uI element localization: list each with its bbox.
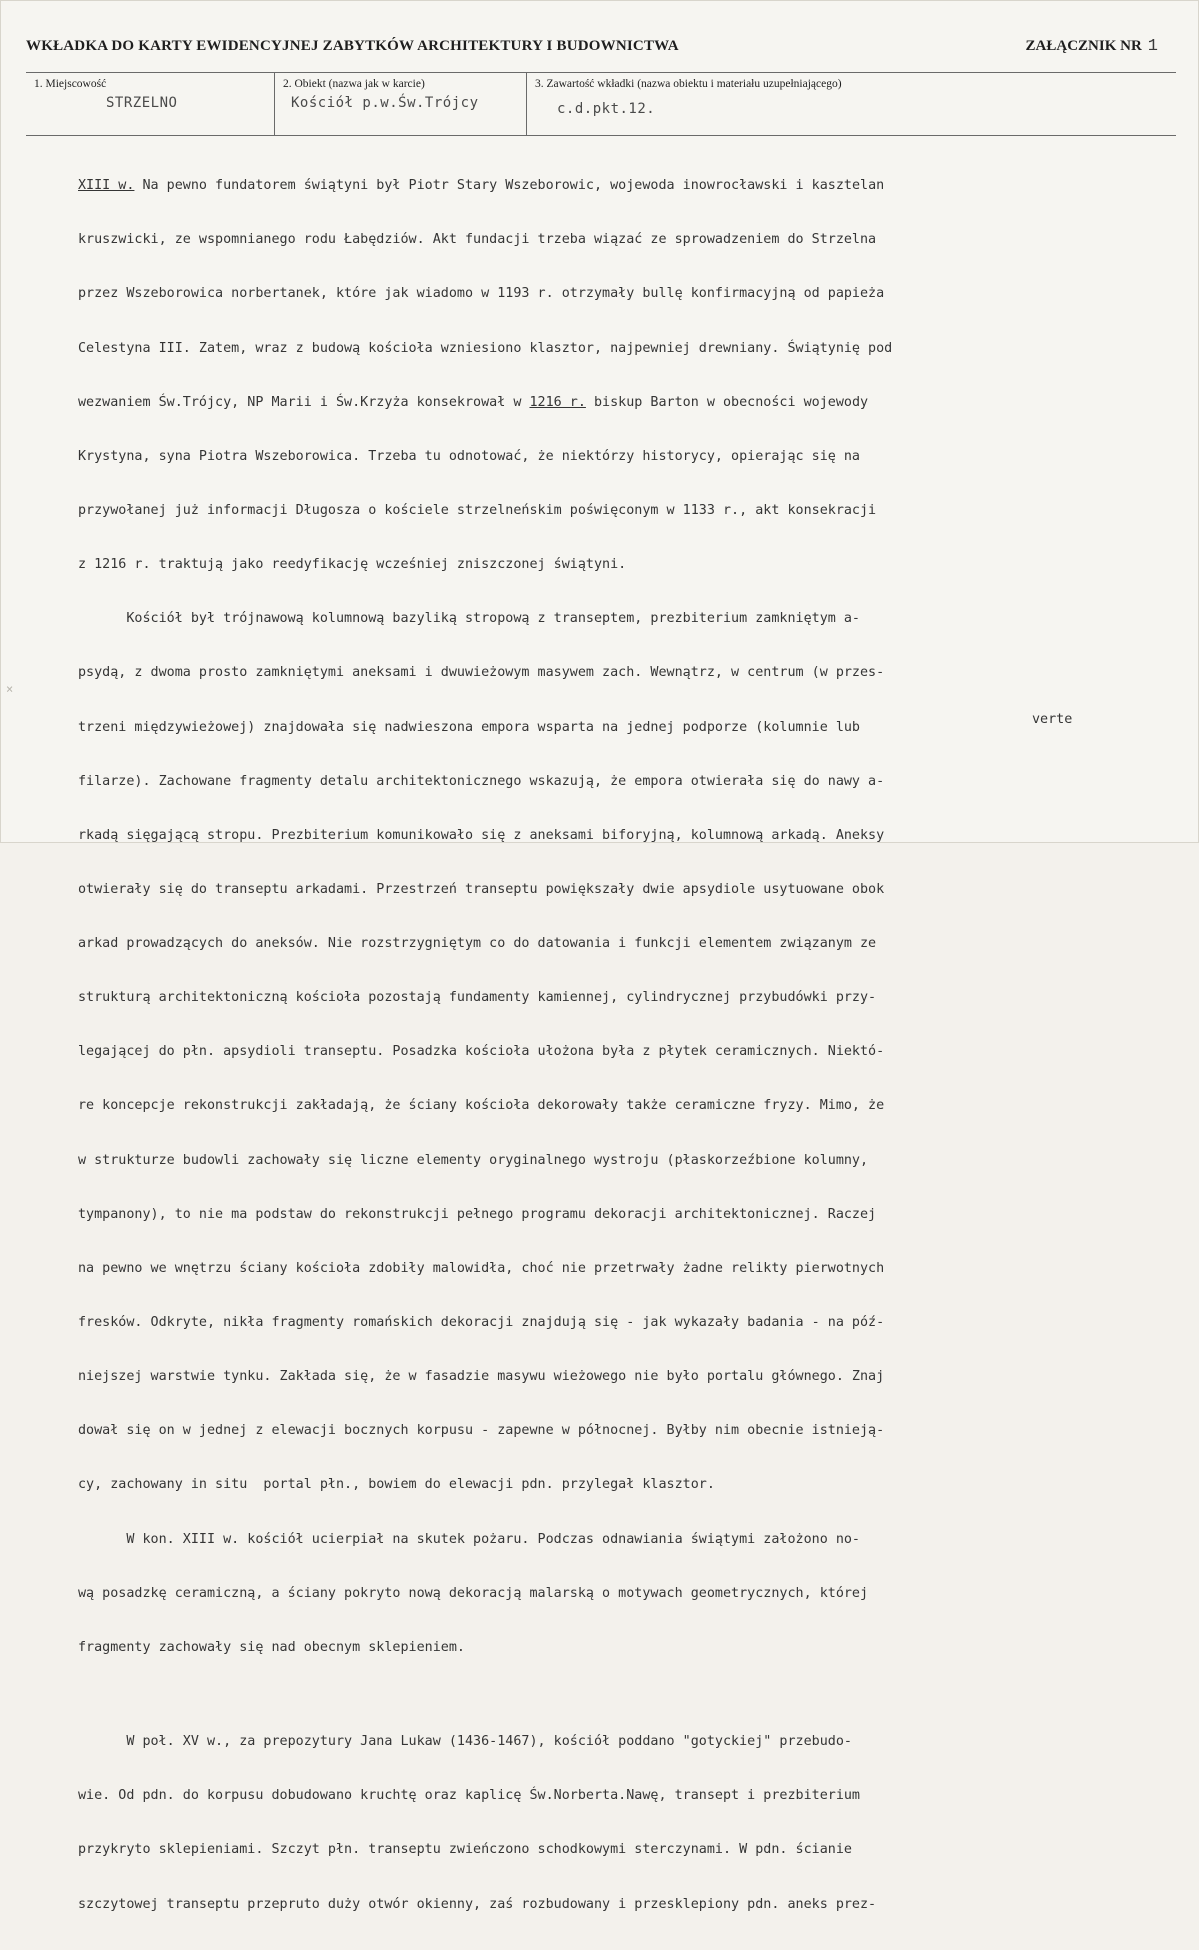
- attachment-number: 1: [1147, 37, 1158, 56]
- text-line: przywołanej już informacji Długosza o kościele strzelneńskim poświęconym w 1133 r., akt konsekracji: [78, 502, 877, 518]
- text-line: na pewno we wnętrzu ściany kościoła zdobiły malowidła, choć nie przetrwały żadne relikty pierwotnych: [78, 1260, 885, 1276]
- attachment-label: [1026, 37, 1158, 56]
- text-line: filarze). Zachowane fragmenty detalu architektonicznego wskazują, że empora otwierała się do nawy a-: [78, 773, 885, 789]
- text-line: fragmenty zachowały się nad obecnym sklepieniem.: [78, 1639, 465, 1655]
- text-line: psydą, z dwoma prosto zamkniętymi aneksami i dwuwieżowym masywem zach. Wewnątrz, w centrum (w przes-: [78, 665, 885, 681]
- text-segment: Na pewno fundatorem świątyni był Piotr Stary Wszeborowic, wojewoda inowrocławski i kasztelan: [134, 178, 885, 194]
- text-line: re koncepcje rekonstrukcji zakładają, że ściany kościoła dekorowały także ceramiczne fryzy. Mimo, że: [78, 1098, 885, 1114]
- field-contents-value: c.d.pkt.12.: [557, 101, 656, 117]
- margin-mark-icon: ×: [6, 682, 14, 696]
- text-line: cy, zachowany in situ portal płn., bowiem do elewacji pdn. przylegał klasztor.: [78, 1477, 715, 1493]
- text-line: W kon. XIII w. kościół ucierpiał na skutek pożaru. Podczas odnawiania świątymi założono no-: [78, 1531, 860, 1547]
- text-line: fresków. Odkryte, nikła fragmenty romańskich dekoracji znajdują się - jak wykazały badania - na póź-: [78, 1315, 885, 1331]
- text-line: kruszwicki, ze wspomnianego rodu Łabędziów. Akt fundacji trzeba wiązać ze sprowadzeniem do Strzelna: [78, 232, 877, 248]
- text-line: tympanony), to nie ma podstaw do rekonstrukcji pełnego programu dekoracji architektonicznej. Raczej: [78, 1206, 877, 1222]
- text-line: arkad prowadzących do aneksów. Nie rozstrzygniętym co do datowania i funkcji elementem związanym ze: [78, 936, 877, 952]
- card-title: WKŁADKA DO KARTY EWIDENCYJNEJ ZABYTKÓW ARCHITEKTURY I BUDOWNICTWA: [26, 38, 679, 54]
- field-locality: [26, 73, 274, 135]
- field-contents: [526, 73, 1176, 135]
- attachment-label-text: ZAŁĄCZNIK NR: [1025, 38, 1142, 54]
- text-line: niejszej warstwie tynku. Zakłada się, że w fasadzie masywu wieżowego nie było portalu głównego. Znaj: [78, 1369, 885, 1385]
- text-line: wie. Od pdn. do korpusu dobudowano kruchtę oraz kaplicę Św.Norberta.Nawę, transept i prezbiterium: [78, 1788, 860, 1804]
- text-line: strukturą architektoniczną kościoła pozostają fundamenty kamiennej, cylindrycznej przybudówki przy-: [78, 990, 877, 1006]
- text-line: legającej do płn. apsydioli transeptu. Posadzka kościoła ułożona była z płytek ceramicznych. Niektó-: [78, 1044, 885, 1060]
- typed-text-body: [78, 141, 1138, 1950]
- text-line: trzeni międzywieżowej) znajdowała się nadwieszona empora wsparta na jednej podporze (kolumnie lub: [78, 719, 860, 735]
- text-line: z 1216 r. traktują jako reedyfikację wcześniej zniszczonej świątyni.: [78, 557, 627, 573]
- text-line: Celestyna III. Zatem, wraz z budową kościoła wzniesiono klasztor, najpewniej drewniany. Świątynię pod: [78, 340, 893, 356]
- field-object-value: Kościół p.w.Św.Trójcy: [291, 95, 479, 111]
- field-object-label: 2. Obiekt (nazwa jak w karcie): [283, 78, 425, 90]
- text-line: W poł. XV w., za prepozytury Jana Lukaw (1436-1467), kościół poddano "gotyckiej" przebudo-: [78, 1734, 852, 1750]
- text-segment: biskup Barton w obecności wojewody: [585, 394, 869, 410]
- text-line: przykryto sklepieniami. Szczyt płn. transeptu zwieńczono schodkowymi sterczynami. W pdn. ścianie: [78, 1842, 852, 1858]
- text-line: przez Wszeborowica norbertanek, które jak wiadomo w 1193 r. otrzymały bullę konfirmacyjną od papieża: [78, 286, 885, 302]
- field-locality-value: STRZELNO: [106, 95, 178, 111]
- text-line: Krystyna, syna Piotra Wszeborowica. Trzeba tu odnotować, że niektórzy historycy, opierając się na: [78, 448, 860, 464]
- field-contents-label: 3. Zawartość wkładki (nazwa obiektu i materiału uzupełniającego): [535, 78, 842, 90]
- text-line: otwierały się do transeptu arkadami. Przestrzeń transeptu powiększały dwie apsydiole usytuowane obok: [78, 881, 885, 897]
- text-line: dował się on w jednej z elewacji bocznych korpusu - zapewne w północnej. Byłby nim obecnie istnieją-: [78, 1423, 885, 1439]
- text-line: rkadą sięgającą stropu. Prezbiterium komunikowało się z aneksami biforyjną, kolumnową arkadą. Aneksy: [78, 827, 885, 843]
- text-line: w strukturze budowli zachowały się liczne elementy oryginalnego wystroju (płaskorzeźbione kolumny,: [78, 1152, 869, 1168]
- field-locality-label: 1. Miejscowość: [34, 78, 107, 90]
- text-line: wą posadzkę ceramiczną, a ściany pokryto nową dekoracją malarską o motywach geometrycznych, której: [78, 1585, 869, 1601]
- card-header: [26, 37, 1176, 56]
- field-object: [274, 73, 526, 135]
- verte-note: verte: [1032, 712, 1073, 727]
- consecration-date: 1216 r.: [529, 394, 586, 410]
- paragraph-gap: [78, 1693, 1138, 1697]
- text-segment: wezwaniem Św.Trójcy, NP Marii i Św.Krzyża konsekrował w: [78, 394, 530, 410]
- text-line: [78, 394, 1138, 412]
- text-line: [78, 177, 1138, 195]
- text-line: szczytowej transeptu przepruto duży otwór okienny, zaś rozbudowany i przesklepiony pdn. aneks prez-: [78, 1896, 877, 1912]
- century-heading: XIII w.: [78, 178, 135, 194]
- text-line: Kościół był trójnawową kolumnową bazyliką stropową z transeptem, prezbiterium zamkniętym a-: [78, 611, 860, 627]
- header-fields: [26, 72, 1176, 136]
